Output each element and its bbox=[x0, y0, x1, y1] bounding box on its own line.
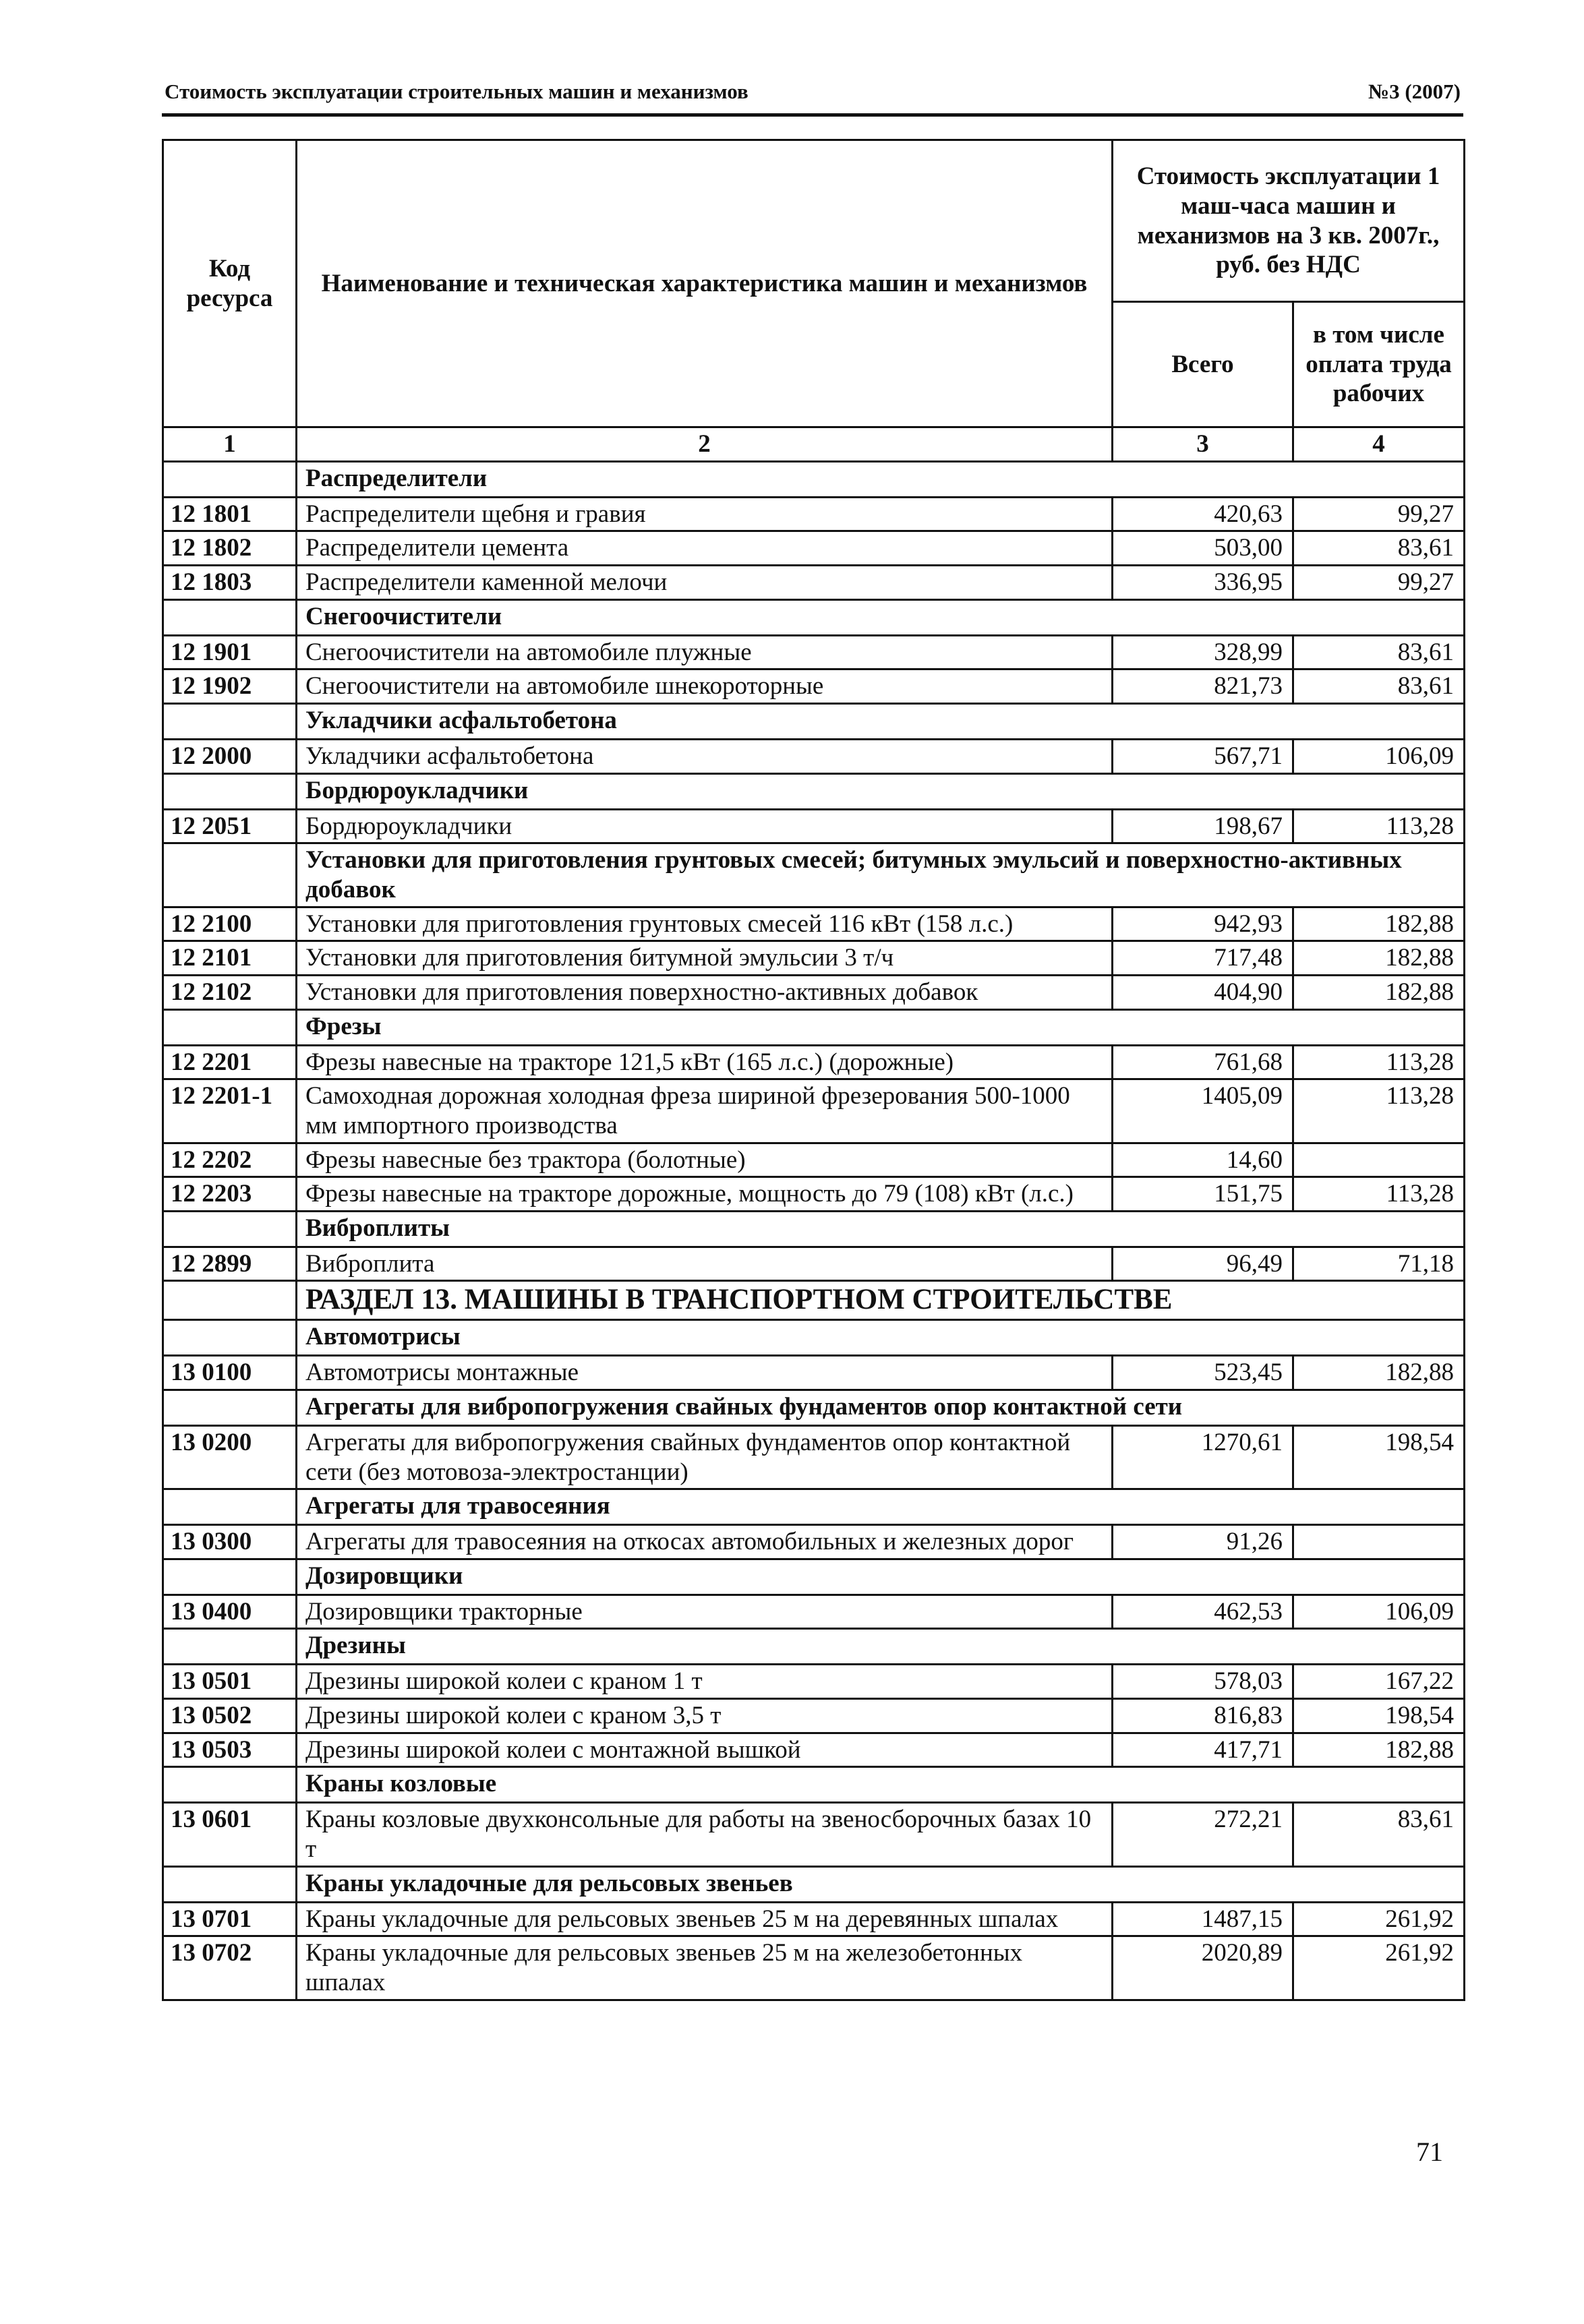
group-heading-row bbox=[163, 599, 1465, 635]
header-labor: в том числе оплата труда рабочих bbox=[1293, 302, 1465, 427]
group-heading: Бордюроукладчики bbox=[297, 773, 1465, 809]
table-row bbox=[163, 1143, 1465, 1177]
total-cost-cell: 272,21 bbox=[1113, 1803, 1293, 1866]
machine-name-cell: Установки для приготовления битумной эмульсии 3 т/ч bbox=[297, 941, 1113, 976]
machine-name-cell: Дрезины широкой колеи с монтажной вышкой bbox=[297, 1733, 1113, 1767]
table-row bbox=[163, 941, 1465, 976]
total-cost-cell: 717,48 bbox=[1113, 941, 1293, 976]
table-row bbox=[163, 975, 1465, 1009]
table-row bbox=[163, 1936, 1465, 2000]
group-heading: Дрезины bbox=[297, 1629, 1465, 1665]
code-cell bbox=[163, 1211, 297, 1247]
labor-cost-cell: 182,88 bbox=[1293, 907, 1465, 941]
table-row bbox=[163, 531, 1465, 566]
table-row bbox=[163, 1425, 1465, 1489]
resource-code-cell: 13 0300 bbox=[163, 1525, 297, 1559]
page-header bbox=[162, 80, 1463, 117]
table-row bbox=[163, 1525, 1465, 1559]
code-cell bbox=[163, 773, 297, 809]
table-row bbox=[163, 1079, 1465, 1143]
machine-name-cell: Распределители щебня и гравия bbox=[297, 497, 1113, 531]
group-heading-row bbox=[163, 843, 1465, 907]
machine-name-cell: Краны укладочные для рельсовых звеньев 25 м на железобетонных шпалах bbox=[297, 1936, 1113, 2000]
machine-name-cell: Фрезы навесные на тракторе 121,5 кВт (165 л.с.) (дорожные) bbox=[297, 1045, 1113, 1079]
machine-name-cell: Самоходная дорожная холодная фреза шириной фрезерования 500-1000 мм импортного производства bbox=[297, 1079, 1113, 1143]
total-cost-cell: 328,99 bbox=[1113, 635, 1293, 669]
total-cost-cell: 1270,61 bbox=[1113, 1425, 1293, 1489]
labor-cost-cell: 71,18 bbox=[1293, 1247, 1465, 1281]
part-heading: РАЗДЕЛ 13. МАШИНЫ В ТРАНСПОРТНОМ СТРОИТЕЛЬСТВЕ bbox=[297, 1281, 1465, 1320]
resource-code-cell: 13 0503 bbox=[163, 1733, 297, 1767]
group-heading: Фрезы bbox=[297, 1009, 1465, 1045]
labor-cost-cell: 83,61 bbox=[1293, 1803, 1465, 1866]
table-row bbox=[163, 1595, 1465, 1629]
table-row bbox=[163, 1247, 1465, 1281]
code-cell bbox=[163, 1489, 297, 1525]
labor-cost-cell: 83,61 bbox=[1293, 531, 1465, 566]
machine-name-cell: Краны укладочные для рельсовых звеньев 25 м на деревянных шпалах bbox=[297, 1902, 1113, 1936]
total-cost-cell: 2020,89 bbox=[1113, 1936, 1293, 2000]
table-row bbox=[163, 1665, 1465, 1699]
issue-number: №3 (2007) bbox=[1368, 80, 1461, 103]
machine-name-cell: Установки для приготовления поверхностно-активных добавок bbox=[297, 975, 1113, 1009]
labor-cost-cell: 106,09 bbox=[1293, 739, 1465, 773]
group-heading-row bbox=[163, 1866, 1465, 1902]
resource-code-cell: 13 0200 bbox=[163, 1425, 297, 1489]
labor-cost-cell: 182,88 bbox=[1293, 1733, 1465, 1767]
total-cost-cell: 523,45 bbox=[1113, 1356, 1293, 1390]
total-cost-cell: 761,68 bbox=[1113, 1045, 1293, 1079]
machine-name-cell: Фрезы навесные без трактора (болотные) bbox=[297, 1143, 1113, 1177]
labor-cost-cell: 113,28 bbox=[1293, 1045, 1465, 1079]
labor-cost-cell: 113,28 bbox=[1293, 809, 1465, 843]
resource-code-cell: 13 0400 bbox=[163, 1595, 297, 1629]
machine-name-cell: Автомотрисы монтажные bbox=[297, 1356, 1113, 1390]
group-heading: Краны укладочные для рельсовых звеньев bbox=[297, 1866, 1465, 1902]
resource-code-cell: 12 1801 bbox=[163, 497, 297, 531]
group-heading: Дозировщики bbox=[297, 1559, 1465, 1595]
table-row bbox=[163, 907, 1465, 941]
code-cell bbox=[163, 1559, 297, 1595]
group-heading: Распределители bbox=[297, 461, 1465, 497]
labor-cost-cell: 99,27 bbox=[1293, 497, 1465, 531]
resource-code-cell: 12 1803 bbox=[163, 565, 297, 599]
code-cell bbox=[163, 703, 297, 739]
total-cost-cell: 1405,09 bbox=[1113, 1079, 1293, 1143]
resource-code-cell: 13 0501 bbox=[163, 1665, 297, 1699]
machine-name-cell: Агрегаты для травосеяния на откосах автомобильных и железных дорог bbox=[297, 1525, 1113, 1559]
table-row bbox=[163, 497, 1465, 531]
resource-code-cell: 12 1902 bbox=[163, 669, 297, 704]
resource-code-cell: 12 2102 bbox=[163, 975, 297, 1009]
resource-code-cell: 12 2201 bbox=[163, 1045, 297, 1079]
labor-cost-cell: 198,54 bbox=[1293, 1425, 1465, 1489]
column-number: 4 bbox=[1293, 427, 1465, 462]
total-cost-cell: 404,90 bbox=[1113, 975, 1293, 1009]
machine-name-cell: Распределители каменной мелочи bbox=[297, 565, 1113, 599]
total-cost-cell: 91,26 bbox=[1113, 1525, 1293, 1559]
machine-name-cell: Распределители цемента bbox=[297, 531, 1113, 566]
resource-code-cell: 12 1901 bbox=[163, 635, 297, 669]
group-heading-row bbox=[163, 1320, 1465, 1356]
table-row bbox=[163, 1356, 1465, 1390]
labor-cost-cell bbox=[1293, 1143, 1465, 1177]
column-number: 2 bbox=[297, 427, 1113, 462]
labor-cost-cell: 106,09 bbox=[1293, 1595, 1465, 1629]
group-heading-row bbox=[163, 703, 1465, 739]
labor-cost-cell: 167,22 bbox=[1293, 1665, 1465, 1699]
code-cell bbox=[163, 599, 297, 635]
header-code: Код ресурса bbox=[163, 140, 297, 427]
total-cost-cell: 503,00 bbox=[1113, 531, 1293, 566]
table-row bbox=[163, 1803, 1465, 1866]
table-row bbox=[163, 1902, 1465, 1936]
group-heading: Краны козловые bbox=[297, 1767, 1465, 1803]
resource-code-cell: 12 2100 bbox=[163, 907, 297, 941]
machine-name-cell: Бордюроукладчики bbox=[297, 809, 1113, 843]
table-body bbox=[163, 461, 1465, 2000]
table-row bbox=[163, 565, 1465, 599]
labor-cost-cell: 261,92 bbox=[1293, 1936, 1465, 2000]
header-name: Наименование и техническая характеристика машин и механизмов bbox=[297, 140, 1113, 427]
labor-cost-cell: 113,28 bbox=[1293, 1177, 1465, 1212]
group-heading-row bbox=[163, 1767, 1465, 1803]
total-cost-cell: 336,95 bbox=[1113, 565, 1293, 599]
labor-cost-cell: 198,54 bbox=[1293, 1699, 1465, 1733]
total-cost-cell: 578,03 bbox=[1113, 1665, 1293, 1699]
labor-cost-cell: 261,92 bbox=[1293, 1902, 1465, 1936]
total-cost-cell: 14,60 bbox=[1113, 1143, 1293, 1177]
table-row bbox=[163, 635, 1465, 669]
code-cell bbox=[163, 1390, 297, 1425]
machine-name-cell: Краны козловые двухконсольные для работы на звеносборочных базах 10 т bbox=[297, 1803, 1113, 1866]
cost-table bbox=[162, 139, 1465, 2001]
resource-code-cell: 12 2202 bbox=[163, 1143, 297, 1177]
group-heading-row bbox=[163, 1559, 1465, 1595]
machine-name-cell: Укладчики асфальтобетона bbox=[297, 739, 1113, 773]
group-heading: Виброплиты bbox=[297, 1211, 1465, 1247]
part-heading-row bbox=[163, 1281, 1465, 1320]
column-number: 1 bbox=[163, 427, 297, 462]
labor-cost-cell: 83,61 bbox=[1293, 669, 1465, 704]
total-cost-cell: 462,53 bbox=[1113, 1595, 1293, 1629]
publication-title: Стоимость эксплуатации строительных машин и механизмов bbox=[165, 80, 749, 103]
resource-code-cell: 13 0601 bbox=[163, 1803, 297, 1866]
resource-code-cell: 12 2203 bbox=[163, 1177, 297, 1212]
resource-code-cell: 13 0701 bbox=[163, 1902, 297, 1936]
total-cost-cell: 417,71 bbox=[1113, 1733, 1293, 1767]
resource-code-cell: 13 0100 bbox=[163, 1356, 297, 1390]
code-cell bbox=[163, 461, 297, 497]
machine-name-cell: Виброплита bbox=[297, 1247, 1113, 1281]
group-heading-row bbox=[163, 1390, 1465, 1425]
column-numbers-row bbox=[163, 427, 1465, 462]
total-cost-cell: 1487,15 bbox=[1113, 1902, 1293, 1936]
table-row bbox=[163, 739, 1465, 773]
machine-name-cell: Дрезины широкой колеи с краном 1 т bbox=[297, 1665, 1113, 1699]
table-row bbox=[163, 809, 1465, 843]
resource-code-cell: 12 1802 bbox=[163, 531, 297, 566]
table-row bbox=[163, 1045, 1465, 1079]
labor-cost-cell: 83,61 bbox=[1293, 635, 1465, 669]
resource-code-cell: 13 0502 bbox=[163, 1699, 297, 1733]
labor-cost-cell: 182,88 bbox=[1293, 1356, 1465, 1390]
group-heading-row bbox=[163, 773, 1465, 809]
total-cost-cell: 151,75 bbox=[1113, 1177, 1293, 1212]
total-cost-cell: 420,63 bbox=[1113, 497, 1293, 531]
group-heading: Агрегаты для вибропогружения свайных фундаментов опор контактной сети bbox=[297, 1390, 1465, 1425]
resource-code-cell: 12 2899 bbox=[163, 1247, 297, 1281]
labor-cost-cell: 99,27 bbox=[1293, 565, 1465, 599]
resource-code-cell: 12 2201-1 bbox=[163, 1079, 297, 1143]
total-cost-cell: 821,73 bbox=[1113, 669, 1293, 704]
machine-name-cell: Установки для приготовления грунтовых смесей 116 кВт (158 л.с.) bbox=[297, 907, 1113, 941]
machine-name-cell: Дозировщики тракторные bbox=[297, 1595, 1113, 1629]
machine-name-cell: Агрегаты для вибропогружения свайных фундаментов опор контактной сети (без мотовоза-электростанции) bbox=[297, 1425, 1113, 1489]
group-heading-row bbox=[163, 1009, 1465, 1045]
labor-cost-cell: 182,88 bbox=[1293, 941, 1465, 976]
column-number: 3 bbox=[1113, 427, 1293, 462]
code-cell bbox=[163, 1767, 297, 1803]
page-number: 71 bbox=[1416, 2137, 1443, 2167]
group-heading-row bbox=[163, 1211, 1465, 1247]
total-cost-cell: 96,49 bbox=[1113, 1247, 1293, 1281]
code-cell bbox=[163, 1320, 297, 1356]
total-cost-cell: 198,67 bbox=[1113, 809, 1293, 843]
resource-code-cell: 12 2101 bbox=[163, 941, 297, 976]
code-cell bbox=[163, 1281, 297, 1320]
header-cost-group: Стоимость эксплуатации 1 маш-часа машин и механизмов на 3 кв. 2007г., руб. без НДС bbox=[1113, 140, 1465, 302]
group-heading-row bbox=[163, 1629, 1465, 1665]
resource-code-cell: 12 2051 bbox=[163, 809, 297, 843]
group-heading-row bbox=[163, 1489, 1465, 1525]
machine-name-cell: Фрезы навесные на тракторе дорожные, мощность до 79 (108) кВт (л.с.) bbox=[297, 1177, 1113, 1212]
total-cost-cell: 816,83 bbox=[1113, 1699, 1293, 1733]
table-row bbox=[163, 1733, 1465, 1767]
header-total: Всего bbox=[1113, 302, 1293, 427]
group-heading: Агрегаты для травосеяния bbox=[297, 1489, 1465, 1525]
table-row bbox=[163, 669, 1465, 704]
table-row bbox=[163, 1699, 1465, 1733]
labor-cost-cell: 113,28 bbox=[1293, 1079, 1465, 1143]
total-cost-cell: 942,93 bbox=[1113, 907, 1293, 941]
group-heading: Снегоочистители bbox=[297, 599, 1465, 635]
code-cell bbox=[163, 1866, 297, 1902]
resource-code-cell: 13 0702 bbox=[163, 1936, 297, 2000]
group-heading: Автомотрисы bbox=[297, 1320, 1465, 1356]
code-cell bbox=[163, 1629, 297, 1665]
total-cost-cell: 567,71 bbox=[1113, 739, 1293, 773]
labor-cost-cell: 182,88 bbox=[1293, 975, 1465, 1009]
table-row bbox=[163, 1177, 1465, 1212]
group-heading-row bbox=[163, 461, 1465, 497]
code-cell bbox=[163, 1009, 297, 1045]
machine-name-cell: Дрезины широкой колеи с краном 3,5 т bbox=[297, 1699, 1113, 1733]
group-heading: Укладчики асфальтобетона bbox=[297, 703, 1465, 739]
machine-name-cell: Снегоочистители на автомобиле шнекороторные bbox=[297, 669, 1113, 704]
group-heading: Установки для приготовления грунтовых смесей; битумных эмульсий и поверхностно-активных добавок bbox=[297, 843, 1465, 907]
resource-code-cell: 12 2000 bbox=[163, 739, 297, 773]
code-cell bbox=[163, 843, 297, 907]
labor-cost-cell bbox=[1293, 1525, 1465, 1559]
machine-name-cell: Снегоочистители на автомобиле плужные bbox=[297, 635, 1113, 669]
